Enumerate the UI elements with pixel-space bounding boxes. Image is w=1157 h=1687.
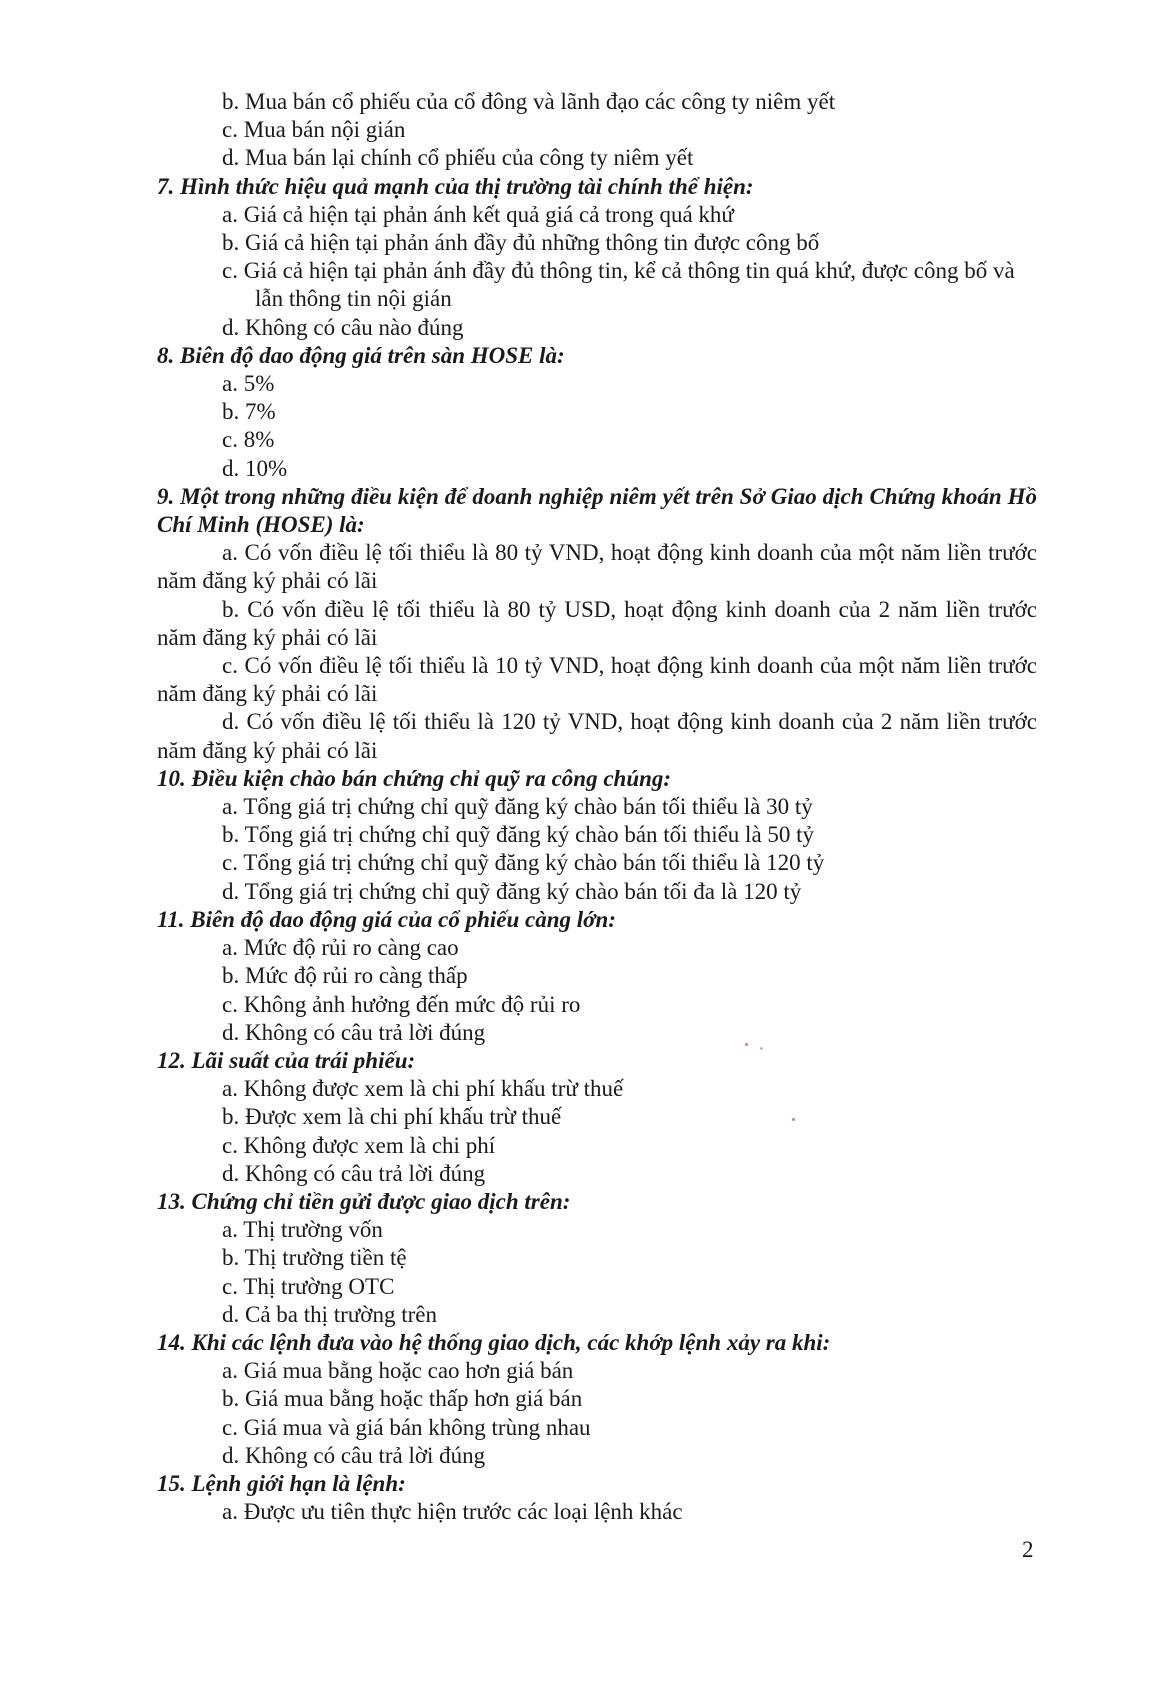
q15-option-a: a. Được ưu tiên thực hiện trước các loại lệnh khác	[222, 1499, 683, 1525]
q13-option-b: b. Thị trường tiền tệ	[222, 1245, 407, 1271]
q10-option-b: b. Tổng giá trị chứng chỉ quỹ đăng ký chào bán tối thiểu là 50 tỷ	[222, 822, 815, 848]
question-11: 11. Biên độ dao động giá của cổ phiếu càng lớn:	[157, 906, 616, 932]
question-14: 14. Khi các lệnh đưa vào hệ thống giao dịch, các khớp lệnh xảy ra khi:	[157, 1329, 831, 1355]
q12-option-b: b. Được xem là chi phí khấu trừ thuế	[222, 1104, 562, 1130]
q14-option-d: d. Không có câu trả lời đúng	[222, 1442, 486, 1468]
q13-option-c: c. Thị trường OTC	[222, 1273, 395, 1299]
option-d-prev: d. Mua bán lại chính cổ phiếu của công ty niêm yết	[222, 145, 694, 171]
option-c-prev: c. Mua bán nội gián	[222, 117, 406, 143]
q8-option-c: c. 8%	[222, 427, 275, 453]
q9-option-d: d. Có vốn điều lệ tối thiểu là 120 tỷ VND, hoạt động kinh doanh của 2 năm liền trước năm đăng ký phải có lãi	[157, 709, 1037, 763]
q7-option-b: b. Giá cả hiện tại phản ánh đầy đủ những thông tin được công bố	[222, 230, 820, 256]
q12-option-a: a. Không được xem là chi phí khấu trừ thuế	[222, 1076, 624, 1102]
q14-option-b: b. Giá mua bằng hoặc thấp hơn giá bán	[222, 1386, 583, 1412]
q7-option-c-text: c. Giá cả hiện tại phản ánh đầy đủ thông tin, kể cả thông tin quá khứ, được công bố và lẫn thông tin nội gián	[222, 258, 1015, 312]
question-15: 15. Lệnh giới hạn là lệnh:	[157, 1470, 406, 1496]
scan-speck	[745, 1043, 748, 1046]
question-8: 8. Biên độ dao động giá trên sàn HOSE là:	[157, 342, 565, 368]
q8-option-b: b. 7%	[222, 399, 276, 425]
exam-content	[157, 88, 1037, 1526]
q9-option-b: b. Có vốn điều lệ tối thiểu là 80 tỷ USD, hoạt động kinh doanh của 2 năm liền trước năm đăng ký phải có lãi	[157, 596, 1037, 650]
question-13: 13. Chứng chỉ tiền gửi được giao dịch trên:	[157, 1188, 571, 1214]
scan-speck	[760, 1047, 763, 1050]
question-9: 9. Một trong những điều kiện để doanh nghiệp niêm yết trên Sở Giao dịch Chứng khoán Hồ Chí Minh (HOSE) là:	[157, 483, 1037, 538]
q12-option-c: c. Không được xem là chi phí	[222, 1132, 496, 1158]
q10-option-c: c. Tổng giá trị chứng chỉ quỹ đăng ký chào bán tối thiểu là 120 tỷ	[222, 850, 825, 876]
q11-option-a: a. Mức độ rủi ro càng cao	[222, 935, 459, 961]
q9-option-c: c. Có vốn điều lệ tối thiểu là 10 tỷ VND, hoạt động kinh doanh của một năm liền trước năm đăng ký phải có lãi	[157, 653, 1037, 707]
q13-option-d: d. Cả ba thị trường trên	[222, 1301, 437, 1327]
question-10: 10. Điều kiện chào bán chứng chỉ quỹ ra công chúng:	[157, 765, 672, 791]
q13-option-a: a. Thị trường vốn	[222, 1217, 383, 1243]
q10-option-d: d. Tổng giá trị chứng chỉ quỹ đăng ký chào bán tối đa là 120 tỷ	[222, 878, 802, 904]
page-number: 2	[1022, 1537, 1034, 1562]
q7-option-c	[157, 257, 1037, 313]
question-7: 7. Hình thức hiệu quả mạnh của thị trường tài chính thể hiện:	[157, 173, 754, 199]
q7-option-a: a. Giá cả hiện tại phản ánh kết quả giá cả trong quá khứ	[222, 201, 734, 227]
q14-option-c: c. Giá mua và giá bán không trùng nhau	[222, 1414, 591, 1440]
scan-speck	[792, 1118, 795, 1121]
q9-option-a: a. Có vốn điều lệ tối thiểu là 80 tỷ VND, hoạt động kinh doanh của một năm liền trước năm đăng ký phải có lãi	[157, 540, 1037, 594]
q8-option-a: a. 5%	[222, 371, 275, 397]
q11-option-d: d. Không có câu trả lời đúng	[222, 1019, 486, 1045]
question-12: 12. Lãi suất của trái phiếu:	[157, 1047, 416, 1073]
q14-option-a: a. Giá mua bằng hoặc cao hơn giá bán	[222, 1358, 574, 1384]
q7-option-d: d. Không có câu nào đúng	[222, 314, 464, 340]
q12-option-d: d. Không có câu trả lời đúng	[222, 1160, 486, 1186]
q11-option-b: b. Mức độ rủi ro càng thấp	[222, 963, 468, 989]
q10-option-a: a. Tổng giá trị chứng chỉ quỹ đăng ký chào bán tối thiểu là 30 tỷ	[222, 794, 813, 820]
option-b-prev: b. Mua bán cổ phiếu của cổ đông và lãnh đạo các công ty niêm yết	[222, 89, 836, 114]
q8-option-d: d. 10%	[222, 455, 288, 481]
q11-option-c: c. Không ảnh hưởng đến mức độ rủi ro	[222, 991, 581, 1017]
